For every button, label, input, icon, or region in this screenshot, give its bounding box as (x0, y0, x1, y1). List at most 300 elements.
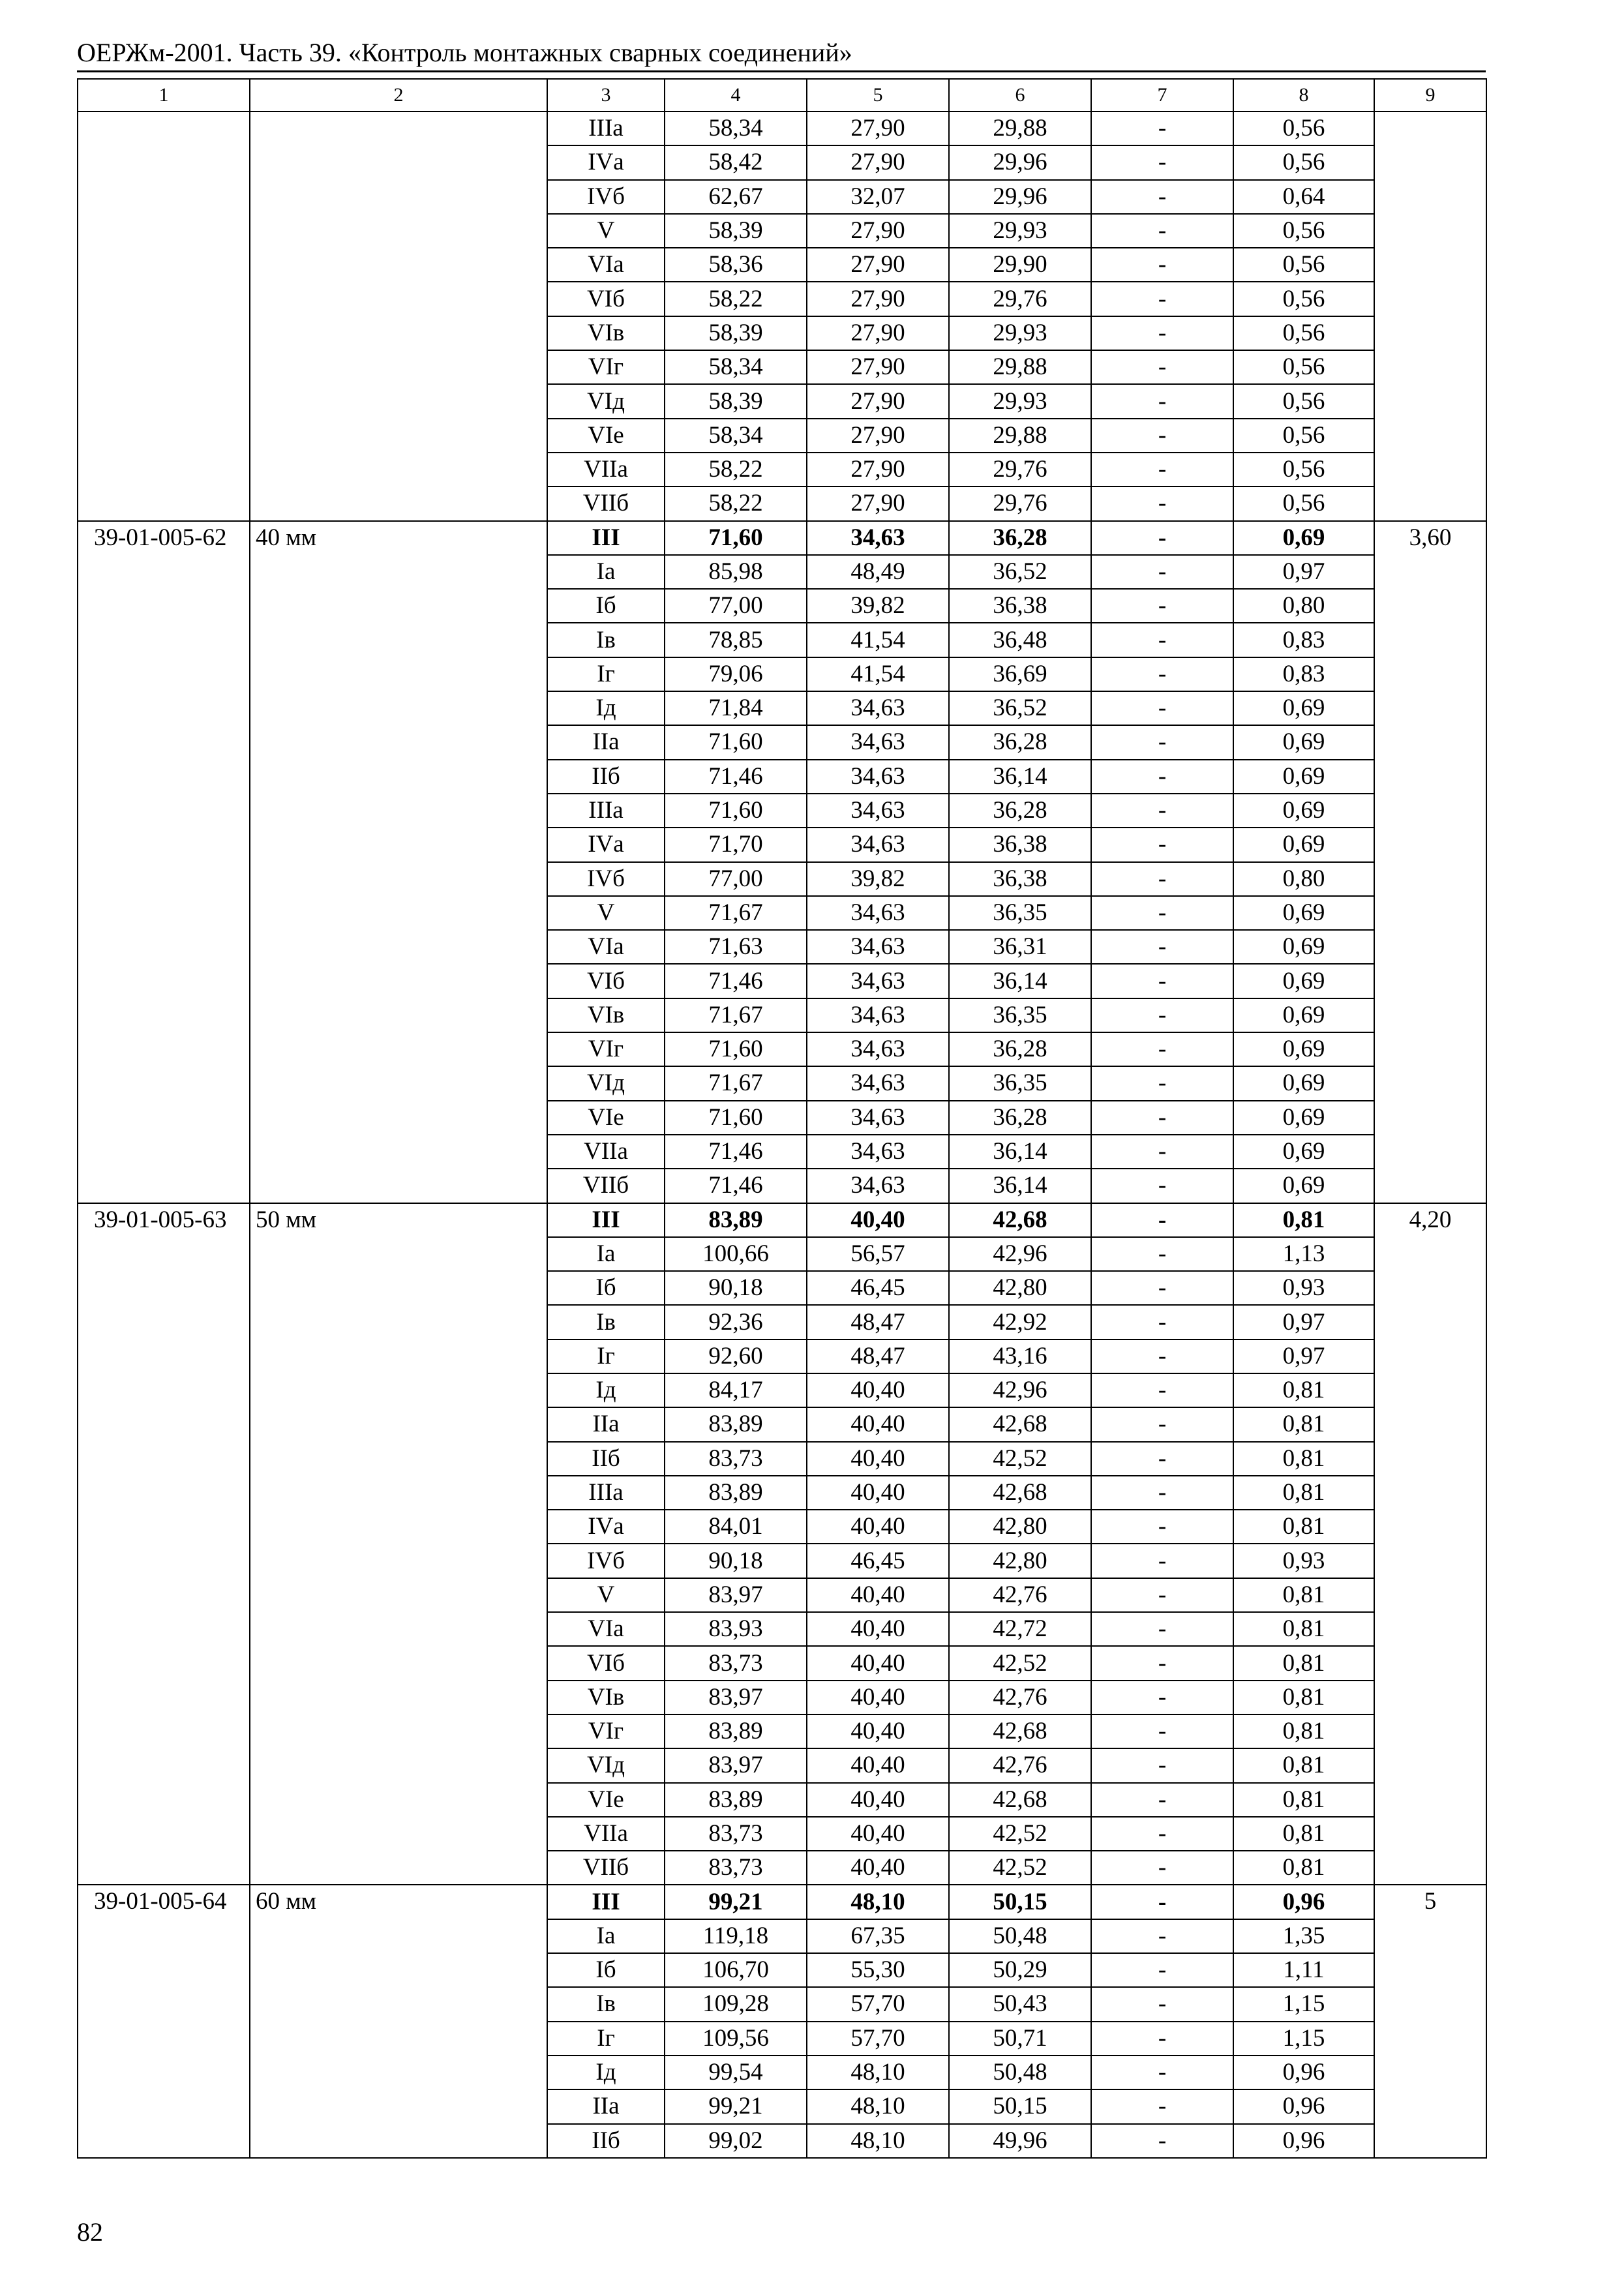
driver-wages-cell: - (1091, 248, 1233, 282)
driver-wages-cell: - (1091, 1919, 1233, 1953)
total-cost-cell: 119,18 (665, 1919, 807, 1953)
materials-cell: 0,81 (1233, 1373, 1374, 1407)
rate-code-cell (78, 112, 250, 521)
wages-cell: 34,63 (807, 725, 949, 759)
wages-cell: 40,40 (807, 1578, 949, 1612)
category-cell: Iг (547, 2022, 665, 2056)
category-cell: IVа (547, 145, 665, 179)
total-cost-cell: 71,63 (665, 930, 807, 964)
wages-cell: 55,30 (807, 1953, 949, 1987)
machines-cell: 29,88 (949, 112, 1091, 145)
diameter-cell (250, 112, 547, 521)
driver-wages-cell: - (1091, 1237, 1233, 1271)
total-cost-cell: 58,34 (665, 112, 807, 145)
driver-wages-cell: - (1091, 2056, 1233, 2089)
materials-cell: 0,69 (1233, 1135, 1374, 1169)
category-cell: VIб (547, 964, 665, 998)
materials-cell: 1,13 (1233, 1237, 1374, 1271)
labor-cost-cell (1374, 112, 1486, 521)
machines-cell: 36,38 (949, 589, 1091, 623)
driver-wages-cell: - (1091, 419, 1233, 453)
category-cell: Iд (547, 2056, 665, 2089)
machines-cell: 42,76 (949, 1748, 1091, 1782)
total-cost-cell: 71,46 (665, 1169, 807, 1203)
category-cell: Iг (547, 1339, 665, 1373)
driver-wages-cell: - (1091, 2089, 1233, 2123)
category-cell: III (547, 1203, 665, 1237)
materials-cell: 0,56 (1233, 453, 1374, 486)
machines-cell: 29,90 (949, 248, 1091, 282)
diameter-cell: 40 мм (250, 521, 547, 1203)
wages-cell: 27,90 (807, 214, 949, 248)
driver-wages-cell: - (1091, 282, 1233, 316)
wages-cell: 48,10 (807, 2089, 949, 2123)
materials-cell: 0,69 (1233, 896, 1374, 930)
category-cell: IIIа (547, 794, 665, 828)
total-cost-cell: 71,60 (665, 794, 807, 828)
driver-wages-cell: - (1091, 1681, 1233, 1714)
driver-wages-cell: - (1091, 521, 1233, 555)
total-cost-cell: 62,67 (665, 180, 807, 214)
driver-wages-cell: - (1091, 1953, 1233, 1987)
total-cost-cell: 99,54 (665, 2056, 807, 2089)
labor-cost-cell: 4,20 (1374, 1203, 1486, 1885)
total-cost-cell: 83,97 (665, 1748, 807, 1782)
category-cell: VIг (547, 350, 665, 384)
machines-cell: 29,76 (949, 486, 1091, 520)
wages-cell: 48,49 (807, 555, 949, 589)
machines-cell: 36,14 (949, 964, 1091, 998)
machines-cell: 50,29 (949, 1953, 1091, 1987)
wages-cell: 40,40 (807, 1612, 949, 1646)
materials-cell: 0,81 (1233, 1851, 1374, 1885)
column-number: 8 (1233, 79, 1374, 112)
machines-cell: 36,28 (949, 521, 1091, 555)
machines-cell: 29,76 (949, 453, 1091, 486)
wages-cell: 34,63 (807, 794, 949, 828)
category-cell: VIIа (547, 1135, 665, 1169)
column-number: 9 (1374, 79, 1486, 112)
driver-wages-cell: - (1091, 1817, 1233, 1851)
materials-cell: 0,69 (1233, 1169, 1374, 1203)
materials-cell: 0,96 (1233, 2056, 1374, 2089)
wages-cell: 39,82 (807, 589, 949, 623)
wages-cell: 57,70 (807, 2022, 949, 2056)
category-cell: Iв (547, 1305, 665, 1339)
driver-wages-cell: - (1091, 1135, 1233, 1169)
category-cell: Iг (547, 657, 665, 691)
materials-cell: 0,97 (1233, 1339, 1374, 1373)
total-cost-cell: 58,22 (665, 282, 807, 316)
machines-cell: 36,52 (949, 691, 1091, 725)
materials-cell: 0,97 (1233, 555, 1374, 589)
category-cell: Iб (547, 1953, 665, 1987)
total-cost-cell: 92,36 (665, 1305, 807, 1339)
machines-cell: 42,92 (949, 1305, 1091, 1339)
machines-cell: 50,48 (949, 2056, 1091, 2089)
wages-cell: 40,40 (807, 1510, 949, 1544)
category-cell: VIв (547, 316, 665, 350)
table-row (78, 1203, 1486, 1237)
wages-cell: 27,90 (807, 453, 949, 486)
total-cost-cell: 77,00 (665, 589, 807, 623)
wages-cell: 46,45 (807, 1544, 949, 1578)
total-cost-cell: 84,17 (665, 1373, 807, 1407)
machines-cell: 29,93 (949, 316, 1091, 350)
column-number: 4 (665, 79, 807, 112)
wages-cell: 40,40 (807, 1203, 949, 1237)
category-cell: IVб (547, 862, 665, 896)
category-cell: VIIа (547, 1817, 665, 1851)
category-cell: III (547, 1885, 665, 1919)
wages-cell: 34,63 (807, 964, 949, 998)
category-cell: V (547, 1578, 665, 1612)
materials-cell: 0,69 (1233, 725, 1374, 759)
total-cost-cell: 71,70 (665, 828, 807, 861)
materials-cell: 0,93 (1233, 1271, 1374, 1305)
driver-wages-cell: - (1091, 1714, 1233, 1748)
category-cell: VIб (547, 1646, 665, 1680)
wages-cell: 48,47 (807, 1339, 949, 1373)
wages-cell: 40,40 (807, 1476, 949, 1510)
category-cell: Iд (547, 691, 665, 725)
machines-cell: 29,93 (949, 384, 1091, 418)
materials-cell: 0,81 (1233, 1510, 1374, 1544)
total-cost-cell: 106,70 (665, 1953, 807, 1987)
materials-cell: 1,11 (1233, 1953, 1374, 1987)
machines-cell: 36,35 (949, 1066, 1091, 1100)
materials-cell: 0,96 (1233, 1885, 1374, 1919)
machines-cell: 50,43 (949, 1987, 1091, 2021)
rates-table (77, 78, 1487, 2159)
category-cell: VIа (547, 1612, 665, 1646)
machines-cell: 50,71 (949, 2022, 1091, 2056)
driver-wages-cell: - (1091, 657, 1233, 691)
materials-cell: 0,81 (1233, 1612, 1374, 1646)
category-cell: IVа (547, 828, 665, 861)
wages-cell: 27,90 (807, 316, 949, 350)
total-cost-cell: 83,89 (665, 1407, 807, 1441)
machines-cell: 42,96 (949, 1373, 1091, 1407)
machines-cell: 36,14 (949, 760, 1091, 794)
machines-cell: 36,52 (949, 555, 1091, 589)
wages-cell: 40,40 (807, 1714, 949, 1748)
machines-cell: 42,80 (949, 1271, 1091, 1305)
category-cell: IIб (547, 2124, 665, 2158)
total-cost-cell: 58,39 (665, 384, 807, 418)
wages-cell: 40,40 (807, 1442, 949, 1476)
materials-cell: 0,80 (1233, 589, 1374, 623)
driver-wages-cell: - (1091, 2022, 1233, 2056)
materials-cell: 1,15 (1233, 2022, 1374, 2056)
materials-cell: 0,81 (1233, 1714, 1374, 1748)
driver-wages-cell: - (1091, 486, 1233, 520)
driver-wages-cell: - (1091, 145, 1233, 179)
machines-cell: 29,96 (949, 180, 1091, 214)
header-rule (77, 70, 1486, 72)
total-cost-cell: 84,01 (665, 1510, 807, 1544)
wages-cell: 27,90 (807, 384, 949, 418)
materials-cell: 0,56 (1233, 112, 1374, 145)
machines-cell: 42,52 (949, 1442, 1091, 1476)
driver-wages-cell: - (1091, 112, 1233, 145)
wages-cell: 27,90 (807, 486, 949, 520)
driver-wages-cell: - (1091, 725, 1233, 759)
machines-cell: 42,68 (949, 1476, 1091, 1510)
category-cell: VIе (547, 1101, 665, 1135)
category-cell: IIа (547, 725, 665, 759)
machines-cell: 42,68 (949, 1714, 1091, 1748)
category-cell: V (547, 896, 665, 930)
total-cost-cell: 83,73 (665, 1442, 807, 1476)
materials-cell: 0,81 (1233, 1442, 1374, 1476)
wages-cell: 48,10 (807, 2124, 949, 2158)
materials-cell: 0,69 (1233, 1032, 1374, 1066)
machines-cell: 29,76 (949, 282, 1091, 316)
machines-cell: 29,88 (949, 419, 1091, 453)
total-cost-cell: 100,66 (665, 1237, 807, 1271)
rate-code-cell: 39-01-005-63 (78, 1203, 250, 1885)
total-cost-cell: 90,18 (665, 1544, 807, 1578)
total-cost-cell: 71,60 (665, 1101, 807, 1135)
total-cost-cell: 83,97 (665, 1578, 807, 1612)
driver-wages-cell: - (1091, 180, 1233, 214)
driver-wages-cell: - (1091, 384, 1233, 418)
diameter-cell: 50 мм (250, 1203, 547, 1885)
labor-cost-cell: 5 (1374, 1885, 1486, 2157)
driver-wages-cell: - (1091, 1442, 1233, 1476)
driver-wages-cell: - (1091, 1101, 1233, 1135)
machines-cell: 29,96 (949, 145, 1091, 179)
driver-wages-cell: - (1091, 1578, 1233, 1612)
wages-cell: 34,63 (807, 691, 949, 725)
driver-wages-cell: - (1091, 930, 1233, 964)
driver-wages-cell: - (1091, 794, 1233, 828)
total-cost-cell: 85,98 (665, 555, 807, 589)
materials-cell: 0,97 (1233, 1305, 1374, 1339)
wages-cell: 27,90 (807, 145, 949, 179)
materials-cell: 0,56 (1233, 419, 1374, 453)
category-cell: VIе (547, 1783, 665, 1817)
category-cell: IVб (547, 1544, 665, 1578)
category-cell: VIа (547, 930, 665, 964)
machines-cell: 49,96 (949, 2124, 1091, 2158)
driver-wages-cell: - (1091, 1748, 1233, 1782)
driver-wages-cell: - (1091, 1783, 1233, 1817)
total-cost-cell: 71,60 (665, 1032, 807, 1066)
total-cost-cell: 83,73 (665, 1817, 807, 1851)
driver-wages-cell: - (1091, 998, 1233, 1032)
wages-cell: 34,63 (807, 521, 949, 555)
total-cost-cell: 71,46 (665, 964, 807, 998)
category-cell: VIг (547, 1032, 665, 1066)
wages-cell: 40,40 (807, 1748, 949, 1782)
wages-cell: 57,70 (807, 1987, 949, 2021)
wages-cell: 48,10 (807, 1885, 949, 1919)
wages-cell: 40,40 (807, 1407, 949, 1441)
category-cell: VIб (547, 282, 665, 316)
materials-cell: 0,81 (1233, 1817, 1374, 1851)
total-cost-cell: 83,93 (665, 1612, 807, 1646)
materials-cell: 0,69 (1233, 521, 1374, 555)
category-cell: IIIа (547, 1476, 665, 1510)
materials-cell: 0,81 (1233, 1203, 1374, 1237)
materials-cell: 0,56 (1233, 282, 1374, 316)
materials-cell: 0,56 (1233, 316, 1374, 350)
driver-wages-cell: - (1091, 1544, 1233, 1578)
driver-wages-cell: - (1091, 1169, 1233, 1203)
wages-cell: 34,63 (807, 896, 949, 930)
driver-wages-cell: - (1091, 1510, 1233, 1544)
materials-cell: 0,69 (1233, 1101, 1374, 1135)
wages-cell: 34,63 (807, 1169, 949, 1203)
total-cost-cell: 58,42 (665, 145, 807, 179)
machines-cell: 42,52 (949, 1817, 1091, 1851)
category-cell: VIе (547, 419, 665, 453)
column-number: 3 (547, 79, 665, 112)
wages-cell: 40,40 (807, 1817, 949, 1851)
machines-cell: 42,80 (949, 1510, 1091, 1544)
category-cell: VIа (547, 248, 665, 282)
machines-cell: 36,28 (949, 725, 1091, 759)
machines-cell: 42,76 (949, 1578, 1091, 1612)
wages-cell: 34,63 (807, 930, 949, 964)
driver-wages-cell: - (1091, 691, 1233, 725)
driver-wages-cell: - (1091, 1885, 1233, 1919)
category-cell: IIIа (547, 112, 665, 145)
machines-cell: 42,72 (949, 1612, 1091, 1646)
machines-cell: 36,28 (949, 1101, 1091, 1135)
wages-cell: 27,90 (807, 350, 949, 384)
category-cell: VIд (547, 384, 665, 418)
machines-cell: 42,68 (949, 1407, 1091, 1441)
category-cell: VIIб (547, 486, 665, 520)
category-cell: IIа (547, 1407, 665, 1441)
materials-cell: 0,56 (1233, 214, 1374, 248)
category-cell: IVа (547, 1510, 665, 1544)
category-cell: VIд (547, 1748, 665, 1782)
total-cost-cell: 58,36 (665, 248, 807, 282)
category-cell: V (547, 214, 665, 248)
labor-cost-cell: 3,60 (1374, 521, 1486, 1203)
materials-cell: 0,81 (1233, 1783, 1374, 1817)
materials-cell: 0,56 (1233, 248, 1374, 282)
table-body (78, 79, 1486, 2158)
wages-cell: 27,90 (807, 282, 949, 316)
wages-cell: 34,63 (807, 998, 949, 1032)
category-cell: Iб (547, 589, 665, 623)
category-cell: Iа (547, 555, 665, 589)
machines-cell: 36,14 (949, 1135, 1091, 1169)
category-cell: Iа (547, 1237, 665, 1271)
category-cell: Iв (547, 1987, 665, 2021)
category-cell: Iб (547, 1271, 665, 1305)
machines-cell: 36,28 (949, 794, 1091, 828)
total-cost-cell: 71,60 (665, 725, 807, 759)
category-cell: VIд (547, 1066, 665, 1100)
machines-cell: 50,15 (949, 1885, 1091, 1919)
driver-wages-cell: - (1091, 1339, 1233, 1373)
table-row (78, 112, 1486, 145)
total-cost-cell: 58,22 (665, 486, 807, 520)
driver-wages-cell: - (1091, 2124, 1233, 2158)
driver-wages-cell: - (1091, 1271, 1233, 1305)
wages-cell: 48,47 (807, 1305, 949, 1339)
machines-cell: 42,68 (949, 1203, 1091, 1237)
machines-cell: 36,48 (949, 623, 1091, 657)
driver-wages-cell: - (1091, 1476, 1233, 1510)
total-cost-cell: 83,89 (665, 1714, 807, 1748)
machines-cell: 50,15 (949, 2089, 1091, 2123)
rate-code-cell: 39-01-005-64 (78, 1885, 250, 2157)
materials-cell: 0,96 (1233, 2089, 1374, 2123)
wages-cell: 56,57 (807, 1237, 949, 1271)
machines-cell: 36,69 (949, 657, 1091, 691)
total-cost-cell: 71,67 (665, 896, 807, 930)
machines-cell: 43,16 (949, 1339, 1091, 1373)
machines-cell: 42,68 (949, 1783, 1091, 1817)
category-cell: Iа (547, 1919, 665, 1953)
total-cost-cell: 109,28 (665, 1987, 807, 2021)
materials-cell: 0,69 (1233, 964, 1374, 998)
category-cell: IIа (547, 2089, 665, 2123)
driver-wages-cell: - (1091, 862, 1233, 896)
materials-cell: 0,81 (1233, 1578, 1374, 1612)
total-cost-cell: 58,34 (665, 350, 807, 384)
total-cost-cell: 58,39 (665, 214, 807, 248)
materials-cell: 0,69 (1233, 998, 1374, 1032)
driver-wages-cell: - (1091, 1066, 1233, 1100)
total-cost-cell: 71,46 (665, 1135, 807, 1169)
machines-cell: 36,31 (949, 930, 1091, 964)
wages-cell: 48,10 (807, 2056, 949, 2089)
total-cost-cell: 83,89 (665, 1783, 807, 1817)
materials-cell: 0,81 (1233, 1407, 1374, 1441)
driver-wages-cell: - (1091, 964, 1233, 998)
total-cost-cell: 99,21 (665, 2089, 807, 2123)
materials-cell: 0,69 (1233, 794, 1374, 828)
total-cost-cell: 92,60 (665, 1339, 807, 1373)
category-cell: IIб (547, 760, 665, 794)
materials-cell: 0,81 (1233, 1476, 1374, 1510)
machines-cell: 29,93 (949, 214, 1091, 248)
wages-cell: 46,45 (807, 1271, 949, 1305)
driver-wages-cell: - (1091, 623, 1233, 657)
driver-wages-cell: - (1091, 1032, 1233, 1066)
wages-cell: 41,54 (807, 657, 949, 691)
driver-wages-cell: - (1091, 589, 1233, 623)
wages-cell: 40,40 (807, 1681, 949, 1714)
category-cell: VIв (547, 998, 665, 1032)
total-cost-cell: 58,39 (665, 316, 807, 350)
materials-cell: 0,81 (1233, 1681, 1374, 1714)
total-cost-cell: 58,34 (665, 419, 807, 453)
materials-cell: 0,93 (1233, 1544, 1374, 1578)
driver-wages-cell: - (1091, 214, 1233, 248)
wages-cell: 40,40 (807, 1851, 949, 1885)
machines-cell: 36,28 (949, 1032, 1091, 1066)
total-cost-cell: 83,97 (665, 1681, 807, 1714)
total-cost-cell: 99,21 (665, 1885, 807, 1919)
category-cell: IVб (547, 180, 665, 214)
wages-cell: 34,63 (807, 1135, 949, 1169)
materials-cell: 0,96 (1233, 2124, 1374, 2158)
driver-wages-cell: - (1091, 453, 1233, 486)
table-row (78, 521, 1486, 555)
total-cost-cell: 90,18 (665, 1271, 807, 1305)
driver-wages-cell: - (1091, 350, 1233, 384)
driver-wages-cell: - (1091, 1203, 1233, 1237)
